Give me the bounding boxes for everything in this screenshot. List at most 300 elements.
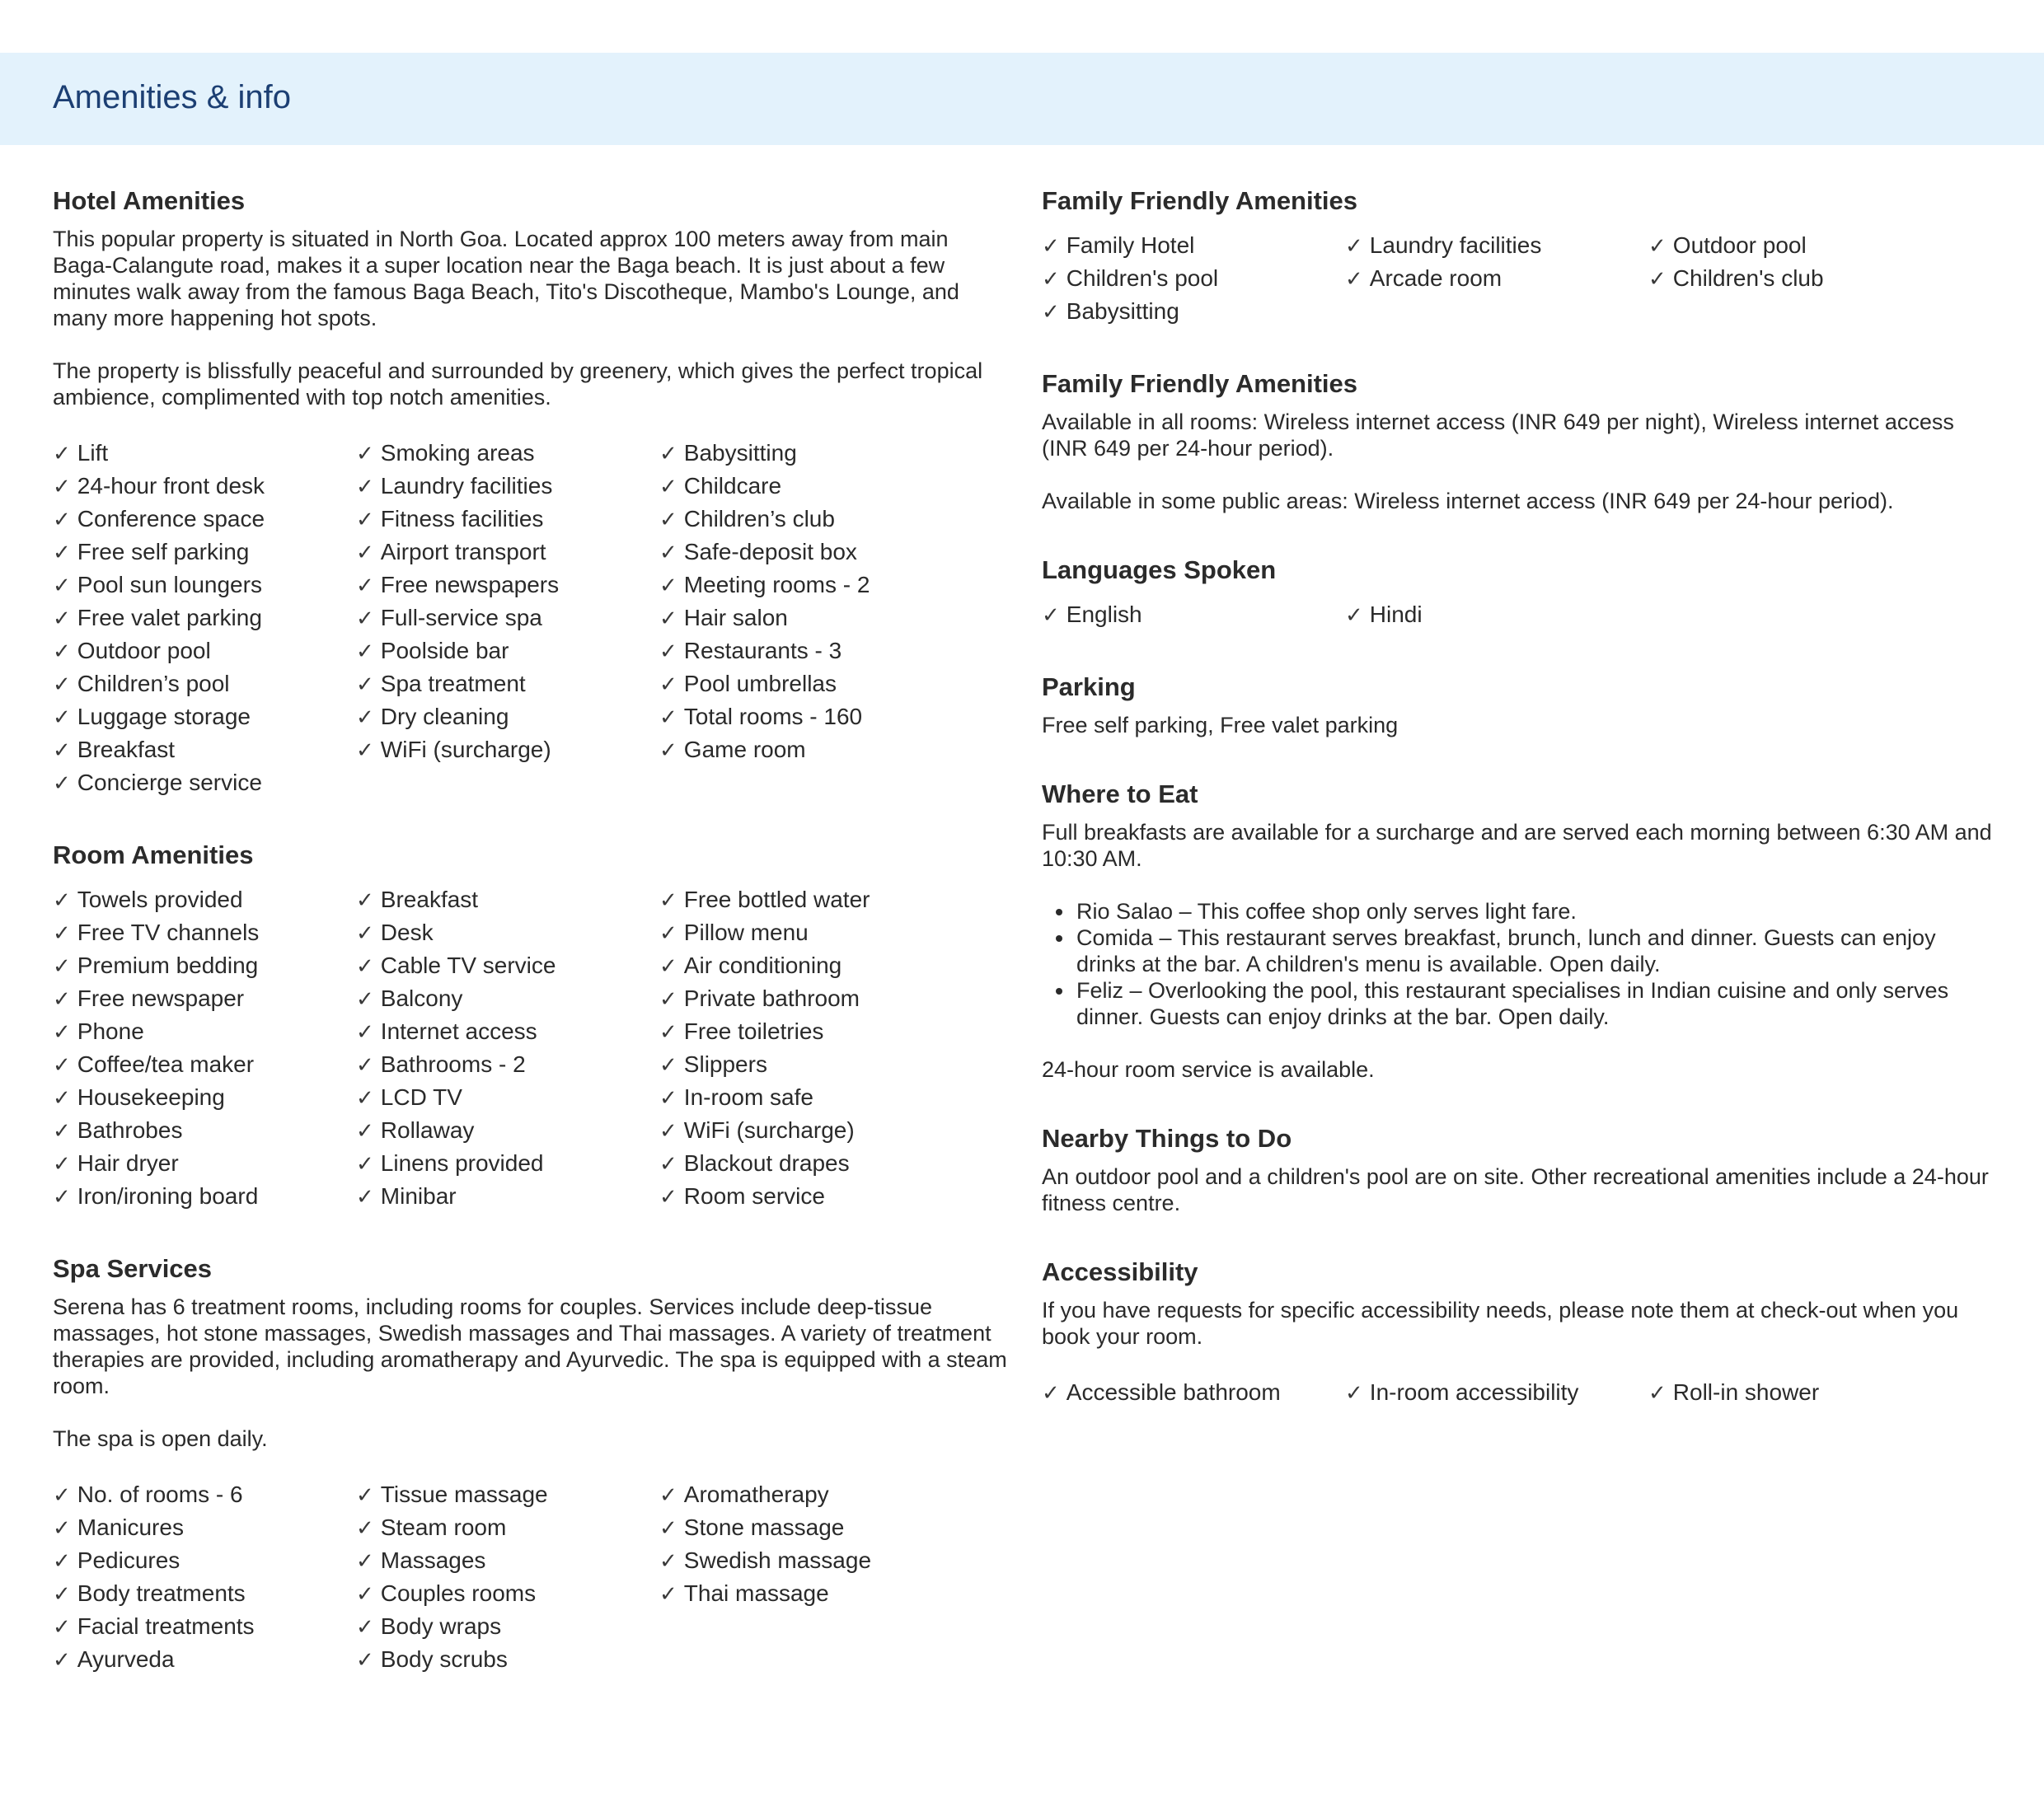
internet-rooms-text: Available in all rooms: Wireless internet access (INR 649 per night), Wireless internet access (INR 649 per 24-hour period). <box>1042 410 1954 461</box>
amenity-label: Stone massage <box>683 1514 845 1540</box>
section-title: Parking <box>1042 672 1136 701</box>
amenity-item <box>356 667 659 700</box>
checkmark-icon: ✓ <box>356 475 374 499</box>
amenity-label: Desk <box>380 920 434 945</box>
amenity-label: Roll-in shower <box>1672 1379 1820 1405</box>
right-column <box>1042 183 1998 1409</box>
amenity-label: Spa treatment <box>380 671 526 696</box>
amenity-item <box>53 1081 356 1114</box>
amenity-label: Conference space <box>77 506 265 531</box>
amenity-label: Concierge service <box>77 770 262 795</box>
checkmark-icon: ✓ <box>659 921 677 946</box>
checkmark-icon: ✓ <box>659 738 677 763</box>
hotel-amenities-list <box>53 437 1009 799</box>
amenity-item <box>659 470 963 503</box>
amenity-label: Airport transport <box>380 539 546 564</box>
amenity-item <box>356 1610 659 1643</box>
amenity-label: 24-hour front desk <box>77 473 265 499</box>
checkmark-icon: ✓ <box>659 475 677 499</box>
amenity-item <box>356 1577 659 1610</box>
hotel-description: This popular property is situated in North Goa. Located approx 100 meters away from main Baga-Calangute road, makes it a super location near the Baga beach. It is just about a few minutes walk away from the famous Baga Beach, Tito's Discotheque, Mambo's Lounge, and many more happening hot spots. <box>53 227 959 330</box>
amenity-item <box>659 1180 963 1213</box>
checkmark-icon: ✓ <box>659 573 677 598</box>
family-amenities-section <box>1042 183 1998 328</box>
amenity-item <box>53 503 356 536</box>
amenity-label: Minibar <box>380 1183 457 1209</box>
section-title: Hotel Amenities <box>53 186 246 215</box>
amenity-item <box>659 883 963 916</box>
checkmark-icon: ✓ <box>53 508 71 532</box>
parking-text: Free self parking, Free valet parking <box>1042 713 1399 737</box>
parking-section <box>1042 669 1998 738</box>
amenity-label: Free TV channels <box>77 920 260 945</box>
checkmark-icon: ✓ <box>1042 1381 1060 1406</box>
amenity-item <box>356 1114 659 1147</box>
amenity-label: Outdoor pool <box>77 638 211 663</box>
amenity-item <box>356 700 659 733</box>
checkmark-icon: ✓ <box>53 606 71 631</box>
checkmark-icon: ✓ <box>53 1185 71 1210</box>
amenity-item <box>356 634 659 667</box>
amenity-label: Housekeeping <box>77 1084 225 1110</box>
checkmark-icon: ✓ <box>356 639 374 664</box>
amenity-item <box>53 1048 356 1081</box>
checkmark-icon: ✓ <box>356 987 374 1012</box>
checkmark-icon: ✓ <box>356 1582 374 1607</box>
section-title: Languages Spoken <box>1042 555 1277 584</box>
amenity-label: Luggage storage <box>77 704 251 729</box>
amenity-label: Body treatments <box>77 1580 246 1606</box>
internet-section <box>1042 366 1998 514</box>
amenity-item <box>53 437 356 470</box>
amenity-label: Laundry facilities <box>1369 232 1542 258</box>
amenity-label: Children's pool <box>1066 265 1219 291</box>
amenity-item <box>53 1147 356 1180</box>
amenity-item <box>356 1511 659 1544</box>
amenity-item <box>356 733 659 766</box>
amenity-label: Couples rooms <box>380 1580 537 1606</box>
checkmark-icon: ✓ <box>356 606 374 631</box>
spa-hours: The spa is open daily. <box>53 1426 268 1451</box>
checkmark-icon: ✓ <box>53 738 71 763</box>
section-title: Family Friendly Amenities <box>1042 369 1358 398</box>
amenity-label: Bathrobes <box>77 1117 183 1143</box>
amenity-item <box>356 1180 659 1213</box>
amenity-item <box>356 569 659 602</box>
amenity-item <box>659 700 963 733</box>
checkmark-icon: ✓ <box>356 888 374 913</box>
checkmark-icon: ✓ <box>1042 267 1060 292</box>
amenity-item <box>356 536 659 569</box>
amenity-item <box>356 916 659 949</box>
checkmark-icon: ✓ <box>53 888 71 913</box>
nearby-section <box>1042 1121 1998 1216</box>
checkmark-icon: ✓ <box>53 1549 71 1574</box>
amenity-item <box>53 700 356 733</box>
checkmark-icon: ✓ <box>659 442 677 466</box>
checkmark-icon: ✓ <box>53 1483 71 1508</box>
checkmark-icon: ✓ <box>53 1119 71 1144</box>
checkmark-icon: ✓ <box>659 705 677 730</box>
section-title: Nearby Things to Do <box>1042 1124 1292 1153</box>
amenity-item <box>53 1544 356 1577</box>
checkmark-icon: ✓ <box>659 888 677 913</box>
amenity-label: In-room safe <box>683 1084 813 1110</box>
amenity-item <box>53 1643 356 1676</box>
amenity-item <box>1345 262 1648 295</box>
amenity-label: Steam room <box>380 1514 507 1540</box>
amenity-label: Smoking areas <box>380 440 535 466</box>
header-banner <box>0 53 2044 145</box>
amenity-item <box>53 1478 356 1511</box>
family-amenities-list <box>1042 229 1998 328</box>
amenity-label: Iron/ironing board <box>77 1183 259 1209</box>
checkmark-icon: ✓ <box>53 1020 71 1045</box>
amenity-item <box>659 1643 963 1676</box>
checkmark-icon: ✓ <box>356 442 374 466</box>
breakfast-text: Full breakfasts are available for a surcharge and are served each morning between 6:30 AM and 10:30 AM. <box>1042 820 1992 871</box>
hotel-amenities-section <box>53 183 1009 799</box>
amenity-item <box>659 602 963 634</box>
amenity-item <box>53 916 356 949</box>
amenity-item <box>1345 598 1648 631</box>
checkmark-icon: ✓ <box>659 954 677 979</box>
spa-services-section <box>53 1251 1009 1676</box>
amenity-item <box>659 1048 963 1081</box>
checkmark-icon: ✓ <box>1345 1381 1363 1406</box>
checkmark-icon: ✓ <box>53 1615 71 1640</box>
checkmark-icon: ✓ <box>1648 1381 1667 1406</box>
amenity-item <box>659 1511 963 1544</box>
amenity-label: Rollaway <box>380 1117 475 1143</box>
amenity-label: Full-service spa <box>380 605 542 630</box>
amenity-label: Tissue massage <box>380 1482 548 1507</box>
checkmark-icon: ✓ <box>356 705 374 730</box>
amenity-label: Body wraps <box>380 1613 502 1639</box>
amenity-item <box>356 1643 659 1676</box>
amenity-item <box>53 634 356 667</box>
amenity-label: Children's club <box>1672 265 1824 291</box>
amenity-label: Cable TV service <box>380 953 556 978</box>
checkmark-icon: ✓ <box>659 1185 677 1210</box>
amenity-item <box>53 569 356 602</box>
amenity-item <box>53 1610 356 1643</box>
checkmark-icon: ✓ <box>1042 603 1060 628</box>
amenity-item <box>659 1610 963 1643</box>
room-service-text: 24-hour room service is available. <box>1042 1057 1375 1082</box>
amenity-label: Children’s pool <box>77 671 230 696</box>
checkmark-icon: ✓ <box>53 987 71 1012</box>
amenity-item <box>659 982 963 1015</box>
checkmark-icon: ✓ <box>356 672 374 697</box>
checkmark-icon: ✓ <box>356 1483 374 1508</box>
checkmark-icon: ✓ <box>659 672 677 697</box>
checkmark-icon: ✓ <box>659 606 677 631</box>
checkmark-icon: ✓ <box>53 541 71 565</box>
amenity-label: In-room accessibility <box>1369 1379 1579 1405</box>
amenity-label: Coffee/tea maker <box>77 1051 255 1077</box>
left-column <box>53 183 1009 1676</box>
internet-public-text: Available in some public areas: Wireless internet access (INR 649 per 24-hour period). <box>1042 489 1894 513</box>
checkmark-icon: ✓ <box>53 705 71 730</box>
checkmark-icon: ✓ <box>53 442 71 466</box>
room-amenities-list <box>53 883 1009 1213</box>
checkmark-icon: ✓ <box>356 1119 374 1144</box>
amenity-label: Pedicures <box>77 1547 180 1573</box>
amenity-label: Free valet parking <box>77 605 262 630</box>
amenity-item <box>53 766 356 799</box>
amenity-item <box>356 437 659 470</box>
checkmark-icon: ✓ <box>356 921 374 946</box>
amenity-item <box>356 1147 659 1180</box>
checkmark-icon: ✓ <box>659 1152 677 1177</box>
checkmark-icon: ✓ <box>1345 234 1363 259</box>
amenity-item <box>659 1114 963 1147</box>
amenity-item <box>53 949 356 982</box>
checkmark-icon: ✓ <box>356 954 374 979</box>
amenity-item <box>53 470 356 503</box>
checkmark-icon: ✓ <box>659 1582 677 1607</box>
amenity-label: Free self parking <box>77 539 250 564</box>
amenity-item <box>356 1081 659 1114</box>
amenity-item <box>1042 262 1345 295</box>
amenity-item <box>659 569 963 602</box>
checkmark-icon: ✓ <box>356 541 374 565</box>
amenity-label: Laundry facilities <box>380 473 553 499</box>
amenity-label: Free bottled water <box>683 887 870 912</box>
amenity-item <box>53 602 356 634</box>
checkmark-icon: ✓ <box>1042 234 1060 259</box>
checkmark-icon: ✓ <box>659 508 677 532</box>
amenity-label: Accessible bathroom <box>1066 1379 1281 1405</box>
amenity-label: Free newspapers <box>380 572 560 597</box>
accessibility-section <box>1042 1254 1998 1409</box>
amenity-label: Breakfast <box>77 737 176 762</box>
accessibility-list <box>1042 1376 1998 1409</box>
amenity-label: Pool sun loungers <box>77 572 262 597</box>
checkmark-icon: ✓ <box>356 1053 374 1078</box>
restaurant-item: • Rio Salao – This coffee shop only serves light fare. <box>1075 898 1998 925</box>
restaurant-list <box>1042 898 1998 1030</box>
hotel-description-2: The property is blissfully peaceful and surrounded by greenery, which gives the perfect tropical ambience, complimented with top notch amenities. <box>53 358 983 410</box>
amenity-item <box>356 1048 659 1081</box>
amenity-label: Dry cleaning <box>380 704 509 729</box>
amenity-label: WiFi (surcharge) <box>683 1117 855 1143</box>
amenity-label: Hindi <box>1369 602 1423 627</box>
checkmark-icon: ✓ <box>659 1119 677 1144</box>
amenity-label: No. of rooms - 6 <box>77 1482 243 1507</box>
checkmark-icon: ✓ <box>659 1483 677 1508</box>
restaurant-item: • Comida – This restaurant serves breakfast, brunch, lunch and dinner. Guests can enjoy drinks at the bar. A children's menu is available. Open daily. <box>1075 925 1998 977</box>
amenity-item <box>53 1577 356 1610</box>
amenity-item <box>659 1015 963 1048</box>
amenity-item <box>53 1180 356 1213</box>
checkmark-icon: ✓ <box>356 1516 374 1541</box>
where-to-eat-section <box>1042 776 1998 1083</box>
languages-section <box>1042 552 1998 631</box>
checkmark-icon: ✓ <box>356 573 374 598</box>
spa-services-list <box>53 1478 1009 1676</box>
amenity-item <box>53 1114 356 1147</box>
amenity-item <box>53 982 356 1015</box>
amenity-label: Pool umbrellas <box>683 671 837 696</box>
checkmark-icon: ✓ <box>53 954 71 979</box>
section-title: Family Friendly Amenities <box>1042 186 1358 215</box>
amenity-item <box>1345 1376 1648 1409</box>
amenity-label: Childcare <box>683 473 782 499</box>
amenity-item <box>659 536 963 569</box>
amenity-item <box>1042 295 1345 328</box>
amenity-label: LCD TV <box>380 1084 462 1110</box>
amenity-label: English <box>1066 602 1142 627</box>
nearby-text: An outdoor pool and a children's pool are on site. Other recreational amenities include a 24-hour fitness centre. <box>1042 1164 1989 1215</box>
checkmark-icon: ✓ <box>356 1185 374 1210</box>
amenity-item <box>53 883 356 916</box>
amenity-label: Phone <box>77 1018 144 1044</box>
checkmark-icon: ✓ <box>356 1615 374 1640</box>
amenity-item <box>1648 229 1952 262</box>
amenity-item <box>659 437 963 470</box>
amenity-label: Swedish massage <box>683 1547 872 1573</box>
checkmark-icon: ✓ <box>659 987 677 1012</box>
amenity-label: Linens provided <box>380 1150 544 1176</box>
checkmark-icon: ✓ <box>659 1053 677 1078</box>
amenity-label: Free toiletries <box>683 1018 824 1044</box>
amenity-item <box>356 470 659 503</box>
amenity-label: Breakfast <box>380 887 479 912</box>
checkmark-icon: ✓ <box>659 1549 677 1574</box>
section-title: Accessibility <box>1042 1257 1198 1286</box>
amenity-label: Room service <box>683 1183 825 1209</box>
checkmark-icon: ✓ <box>356 1086 374 1111</box>
amenity-item <box>659 1478 963 1511</box>
amenity-item <box>659 1544 963 1577</box>
amenity-item <box>1345 229 1648 262</box>
checkmark-icon: ✓ <box>659 639 677 664</box>
checkmark-icon: ✓ <box>53 1516 71 1541</box>
amenity-item <box>1042 1376 1345 1409</box>
amenity-item <box>659 1147 963 1180</box>
amenity-label: Pillow menu <box>683 920 809 945</box>
amenity-label: WiFi (surcharge) <box>380 737 551 762</box>
amenity-label: Balcony <box>380 985 463 1011</box>
amenity-label: Game room <box>683 737 806 762</box>
languages-list <box>1042 598 1998 631</box>
checkmark-icon: ✓ <box>356 738 374 763</box>
amenity-label: Manicures <box>77 1514 184 1540</box>
amenity-label: Family Hotel <box>1066 232 1195 258</box>
amenity-label: Internet access <box>380 1018 537 1044</box>
amenity-label: Poolside bar <box>380 638 509 663</box>
amenity-item <box>356 949 659 982</box>
amenity-label: Arcade room <box>1369 265 1503 291</box>
amenity-item <box>53 536 356 569</box>
amenity-label: Meeting rooms - 2 <box>683 572 870 597</box>
amenity-item <box>356 883 659 916</box>
amenity-item <box>659 634 963 667</box>
amenity-item <box>356 1478 659 1511</box>
amenity-item <box>356 503 659 536</box>
amenity-label: Body scrubs <box>380 1646 508 1672</box>
amenity-label: Children’s club <box>683 506 835 531</box>
checkmark-icon: ✓ <box>53 1152 71 1177</box>
checkmark-icon: ✓ <box>53 672 71 697</box>
amenity-label: Aromatherapy <box>683 1482 829 1507</box>
checkmark-icon: ✓ <box>53 1086 71 1111</box>
checkmark-icon: ✓ <box>53 1582 71 1607</box>
amenity-label: Total rooms - 160 <box>683 704 863 729</box>
section-title: Room Amenities <box>53 840 254 869</box>
amenity-label: Massages <box>380 1547 486 1573</box>
amenity-label: Hair dryer <box>77 1150 179 1176</box>
amenity-item <box>53 1015 356 1048</box>
amenity-label: Lift <box>77 440 109 466</box>
amenity-label: Private bathroom <box>683 985 860 1011</box>
checkmark-icon: ✓ <box>53 1648 71 1673</box>
amenity-label: Slippers <box>683 1051 767 1077</box>
checkmark-icon: ✓ <box>356 508 374 532</box>
checkmark-icon: ✓ <box>659 1516 677 1541</box>
amenity-item <box>659 503 963 536</box>
checkmark-icon: ✓ <box>53 1053 71 1078</box>
section-title: Spa Services <box>53 1254 213 1283</box>
checkmark-icon: ✓ <box>53 475 71 499</box>
amenity-item <box>356 602 659 634</box>
checkmark-icon: ✓ <box>53 639 71 664</box>
amenity-item <box>1648 262 1952 295</box>
section-title: Where to Eat <box>1042 779 1198 808</box>
checkmark-icon: ✓ <box>1345 603 1363 628</box>
amenity-item <box>356 1015 659 1048</box>
checkmark-icon: ✓ <box>1648 234 1667 259</box>
checkmark-icon: ✓ <box>659 541 677 565</box>
amenity-label: Babysitting <box>683 440 797 466</box>
checkmark-icon: ✓ <box>356 1020 374 1045</box>
spa-description: Serena has 6 treatment rooms, including rooms for couples. Services include deep-tissue massages, hot stone massages, Swedish massages and Thai massages. A variety of treatment therapies are provided, including aromatherapy and Ayurvedic. The spa is equipped with a steam room. <box>53 1294 1007 1398</box>
amenity-label: Towels provided <box>77 887 243 912</box>
amenity-label: Thai massage <box>683 1580 829 1606</box>
amenity-item <box>53 1511 356 1544</box>
amenity-label: Restaurants - 3 <box>683 638 842 663</box>
amenity-item <box>659 733 963 766</box>
amenity-label: Ayurveda <box>77 1646 175 1672</box>
amenity-item <box>659 916 963 949</box>
amenity-label: Free newspaper <box>77 985 245 1011</box>
accessibility-text: If you have requests for specific accessibility needs, please note them at check-out when you book your room. <box>1042 1298 1959 1349</box>
amenity-label: Air conditioning <box>683 953 842 978</box>
checkmark-icon: ✓ <box>659 1086 677 1111</box>
restaurant-item: • Feliz – Overlooking the pool, this restaurant specialises in Indian cuisine and only serves dinner. Guests can enjoy drinks at the bar. Open daily. <box>1075 977 1998 1030</box>
checkmark-icon: ✓ <box>1042 300 1060 325</box>
amenity-label: Hair salon <box>683 605 788 630</box>
amenity-label: Fitness facilities <box>380 506 544 531</box>
amenity-label: Bathrooms - 2 <box>380 1051 526 1077</box>
checkmark-icon: ✓ <box>356 1549 374 1574</box>
amenity-item <box>356 982 659 1015</box>
amenity-label: Premium bedding <box>77 953 259 978</box>
page-title: Amenities & info <box>53 79 292 115</box>
checkmark-icon: ✓ <box>356 1648 374 1673</box>
amenity-label: Safe-deposit box <box>683 539 857 564</box>
checkmark-icon: ✓ <box>53 573 71 598</box>
amenity-label: Outdoor pool <box>1672 232 1807 258</box>
amenity-item <box>659 1081 963 1114</box>
amenity-item <box>659 667 963 700</box>
amenity-item <box>356 1544 659 1577</box>
checkmark-icon: ✓ <box>659 1020 677 1045</box>
amenity-item <box>53 667 356 700</box>
amenity-item <box>659 949 963 982</box>
